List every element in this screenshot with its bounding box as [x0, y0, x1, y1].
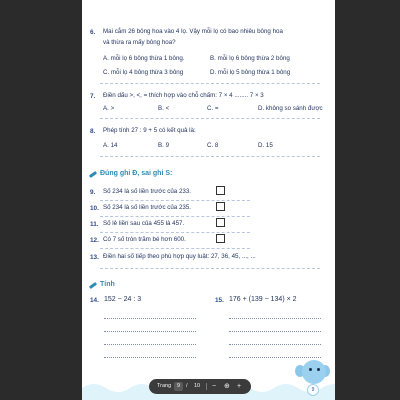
- divider: [100, 83, 320, 84]
- page-number-badge: 9: [307, 384, 319, 396]
- question-7-option-b: B. <: [158, 105, 170, 112]
- divider: [100, 248, 250, 249]
- zoom-icon[interactable]: ⊕: [224, 383, 230, 390]
- answer-line-14[interactable]: [104, 344, 196, 345]
- question-11-number: 11.: [90, 221, 99, 228]
- question-9-number: 9.: [90, 189, 96, 196]
- question-13-number: 13.: [90, 254, 99, 261]
- answer-box-11[interactable]: [216, 218, 225, 227]
- question-8-option-c: C. 8: [207, 142, 219, 149]
- answer-line-15[interactable]: [229, 318, 321, 319]
- question-8-option-b: B. 9: [158, 142, 170, 149]
- question-7-option-d: D. không so sánh được: [258, 105, 323, 112]
- document-page: [82, 0, 335, 400]
- divider: [100, 216, 250, 217]
- answer-box-9[interactable]: [216, 186, 225, 195]
- toolbar-divider: [206, 383, 207, 390]
- question-8-option-a: A. 14: [103, 142, 118, 149]
- total-pages: 10: [194, 383, 201, 389]
- pencil-icon: [89, 171, 97, 178]
- zoom-in-button[interactable]: +: [237, 383, 242, 390]
- question-7-number: 7.: [90, 93, 96, 100]
- question-14-number: 14.: [90, 297, 99, 304]
- answer-line-14[interactable]: [104, 331, 196, 332]
- question-9-text: Số 234 là số liền trước của 233.: [103, 188, 191, 195]
- section-true-false-title: Đúng ghi Đ, sai ghi S:: [100, 170, 173, 177]
- divider: [100, 118, 320, 119]
- answer-box-10[interactable]: [216, 202, 225, 211]
- question-15-expression: 176 + (139 − 134) × 2: [229, 296, 297, 303]
- question-15-number: 15.: [215, 297, 224, 304]
- pencil-icon: [89, 282, 97, 289]
- question-6-line2: và thừa ra mấy bông hoa?: [103, 39, 176, 46]
- question-8-text: Phép tính 27 : 9 + 5 có kết quả là:: [103, 127, 196, 134]
- question-6-option-a: A. mỗi lọ 6 bông thừa 1 bông.: [103, 55, 185, 62]
- question-6-line1: Mai cắm 26 bông hoa vào 4 lọ. Vậy mỗi lọ có bao nhiêu bông hoa: [103, 28, 283, 35]
- answer-line-14[interactable]: [104, 318, 196, 319]
- divider: [100, 268, 320, 269]
- answer-line-15[interactable]: [229, 344, 321, 345]
- question-14-expression: 152 − 24 : 3: [104, 296, 142, 303]
- question-8-number: 8.: [90, 128, 96, 135]
- question-6-option-b: B. mỗi lọ 6 bông thừa 2 bông: [210, 55, 290, 62]
- question-6-option-c: C. mỗi lọ 4 bông thừa 3 bông: [103, 69, 184, 76]
- divider: [100, 156, 320, 157]
- page-label: Trang: [157, 383, 172, 389]
- question-10-text: Số 234 là số liền trước của 235.: [103, 204, 191, 211]
- zoom-out-button[interactable]: −: [212, 383, 217, 390]
- question-8-option-d: D. 15: [258, 142, 273, 149]
- page-separator: /: [186, 383, 188, 389]
- question-11-text: Số lẻ liền sau của 455 là 457.: [103, 220, 185, 227]
- question-13-text: Điền hai số tiếp theo phù hợp quy luật: 27, 36, 45, ..., ...: [103, 253, 256, 260]
- pdf-toolbar: [149, 379, 251, 394]
- answer-box-12[interactable]: [216, 234, 225, 243]
- question-7-text: Điền dấu >, <, = thích hợp vào chỗ chấm: 7 × 4 ........ 7 × 3: [103, 92, 264, 99]
- question-10-number: 10.: [90, 205, 99, 212]
- question-6-number: 6.: [90, 29, 96, 36]
- answer-line-14[interactable]: [104, 357, 196, 358]
- answer-line-15[interactable]: [229, 357, 321, 358]
- question-7-option-a: A. >: [103, 105, 115, 112]
- question-7-option-c: C. =: [207, 105, 219, 112]
- divider: [100, 200, 250, 201]
- question-6-option-d: D. mỗi lọ 5 bông thừa 1 bông: [210, 69, 291, 76]
- divider: [100, 232, 250, 233]
- page-number-input[interactable]: 9: [174, 382, 183, 391]
- question-12-text: Có 7 số tròn trăm bé hơn 600.: [103, 236, 186, 243]
- section-calc-title: Tính: [100, 281, 115, 288]
- answer-line-15[interactable]: [229, 331, 321, 332]
- question-12-number: 12.: [90, 237, 99, 244]
